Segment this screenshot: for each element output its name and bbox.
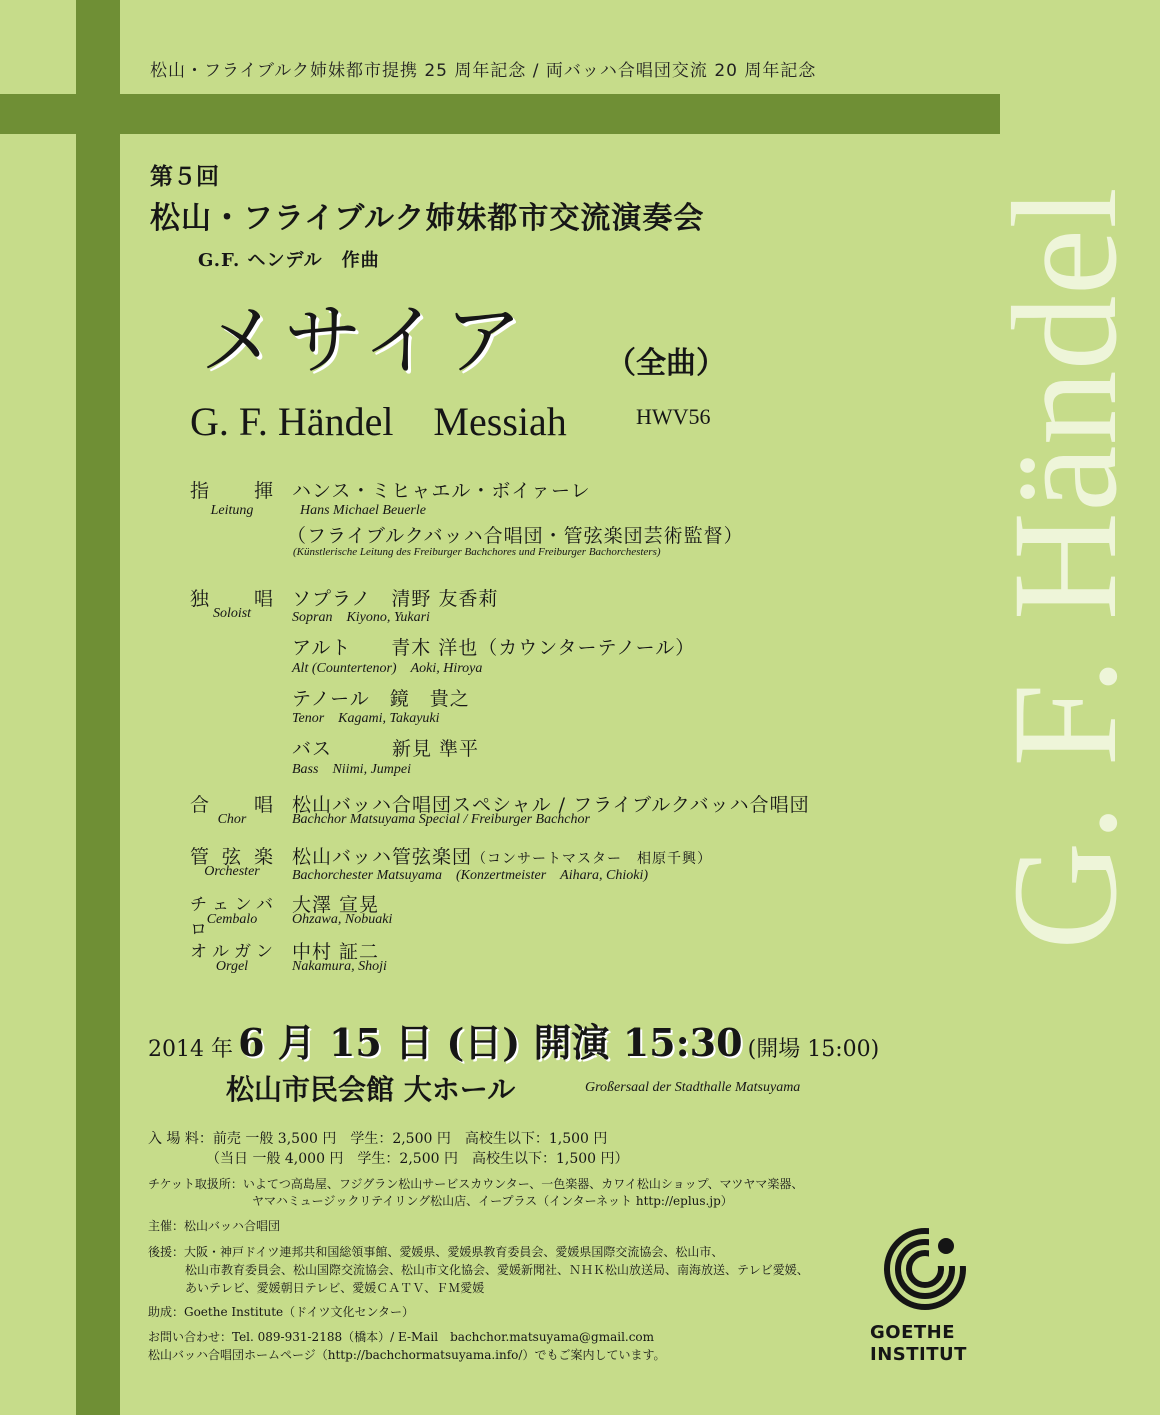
soloist-soprano: ソプラノ 清野 友香莉 [292, 588, 499, 610]
contact-info: お問い合わせ：Tel. 089-931-2188（橋本）/ E-Mail bachchor.matsuyama@gmail.com [148, 1330, 655, 1344]
title-english: G. F. Händel Messiah [190, 399, 567, 444]
orchestra-name-main: 松山バッハ管弦楽団 [292, 846, 473, 868]
concert-title: 松山・フライブルク姉妹都市交流演奏会 [150, 201, 705, 236]
ticket-outlets: チケット取扱所：いよてつ高島屋、フジグラン松山サービスカウンター、一色楽器、カワイ松山ショップ、マツヤマ楽器、 [148, 1177, 804, 1191]
cross-vertical-bar [76, 0, 120, 1415]
composer-credit: G.F. ヘンデル 作曲 [198, 250, 380, 271]
cembalo-name-en: Ohzawa, Nobuaki [292, 912, 393, 927]
cross-horizontal-bar [0, 94, 1000, 134]
venue-name: 松山市民会館 大ホール [226, 1073, 516, 1106]
vertical-composer-name: G. F. Händel [982, 187, 1148, 950]
organ-name: 中村 証二 [292, 941, 380, 963]
doors-open-time: (開場 15:00) [747, 1037, 880, 1062]
organ-name-en: Nakamura, Shoji [292, 959, 387, 974]
goethe-spiral-icon [882, 1226, 968, 1312]
choir-name: 松山バッハ合唱団スペシャル / フライブルクバッハ合唱団 [292, 794, 810, 816]
admission-door: （当日 一般 4,000 円 学生：2,500 円 高校生以下：1,500 円） [206, 1151, 629, 1167]
role-organ-en: Orgel [215, 959, 249, 974]
performance-date-time: 6 月 15 日 (日) 開演 15:30 [238, 1020, 743, 1065]
ticket-outlets-cont: ヤマハミュージックリテイリング松山店、イープラス（インターネット http://eplus.jp） [252, 1194, 733, 1208]
choir-name-en: Bachchor Matsuyama Special / Freiburger Bachchor [292, 812, 590, 827]
role-organ: オルガン [190, 942, 274, 962]
soloist-alto: アルト 青木 洋也（カウンターテノール） [292, 637, 696, 659]
sponsors-line1: 後援：大阪・神戸ドイツ連邦共和国総領事館、愛媛県、愛媛県教育委員会、愛媛県国際交流協会、松山市、 [148, 1245, 724, 1259]
role-soloist-en: Soloist [212, 606, 252, 621]
orchestra-name-en: Bachorchester Matsuyama (Konzertmeister Aihara, Chioki) [292, 868, 649, 883]
main-title: メサイア [200, 296, 529, 386]
soloist-soprano-en: Sopran Kiyono, Yukari [292, 610, 430, 625]
cembalo-name: 大澤 宣晃 [292, 894, 380, 916]
role-cembalo: チェンバロ [190, 895, 274, 940]
grant-support: 助成：Goethe Institute（ドイツ文化センター） [148, 1305, 415, 1319]
performance-date [148, 1012, 879, 1067]
role-orchestra: 管弦楽 [190, 846, 274, 868]
catalog-number: HWV56 [636, 404, 711, 429]
soloist-alto-en: Alt (Countertenor) Aoki, Hiroya [292, 661, 483, 676]
role-conductor: 指揮 [190, 480, 274, 502]
performance-year: 2014 年 [148, 1037, 233, 1062]
sponsors-line3: あいテレビ、愛媛朝日テレビ、愛媛ＣＡＴＶ、ＦＭ愛媛 [185, 1281, 485, 1295]
admission-advance: 入 場 料：前売 一般 3,500 円 学生：2,500 円 高校生以下：1,500 円 [148, 1131, 608, 1147]
venue-name-en: Großersaal der Stadthalle Matsuyama [585, 1080, 801, 1095]
role-cembalo-en: Cembalo [206, 912, 258, 927]
goethe-wordmark: GOETHE [870, 1322, 956, 1343]
sponsors-line2: 松山市教育委員会、松山国際交流協会、松山市文化協会、愛媛新聞社、ＮＨＫ松山放送局、南海放送、テレビ愛媛、 [185, 1263, 809, 1277]
complete-work-label: （全曲） [606, 346, 726, 381]
role-choir-en: Chor [217, 812, 247, 827]
conductor-name-en: Hans Michael Beuerle [300, 503, 426, 518]
role-soloist: 独唱 [190, 588, 274, 610]
role-conductor-en: Leitung [210, 503, 254, 518]
homepage-info: 松山バッハ合唱団ホームページ（http://bachchormatsuyama.info/）でもご案内しています。 [148, 1348, 666, 1362]
anniversary-banner: 松山・フライブルク姉妹都市提携 25 周年記念 / 両バッハ合唱団交流 20 周年記念 [150, 61, 817, 81]
concertmaster-note: （コンサートマスター 相原千興） [472, 851, 713, 867]
series-number: 第５回 [150, 163, 219, 190]
conductor-name: ハンス・ミヒャエル・ボイァーレ [292, 480, 591, 502]
organizer: 主催：松山バッハ合唱団 [148, 1219, 281, 1233]
soloist-tenor-en: Tenor Kagami, Takayuki [292, 711, 440, 726]
soloist-bass: バス 新見 準平 [292, 738, 480, 760]
conductor-title-de: (Künstlerische Leitung des Freiburger Bachchores und Freiburger Bachorchesters) [293, 546, 661, 558]
role-choir: 合唱 [190, 794, 274, 816]
goethe-wordmark-2: INSTITUT [870, 1344, 967, 1365]
soloist-tenor: テノール 鏡 貴之 [292, 688, 470, 710]
conductor-title: （フライブルクバッハ合唱団・管弦楽団芸術監督） [287, 525, 744, 547]
role-orchestra-en: Orchester [204, 864, 260, 879]
soloist-bass-en: Bass Niimi, Jumpei [292, 762, 411, 777]
